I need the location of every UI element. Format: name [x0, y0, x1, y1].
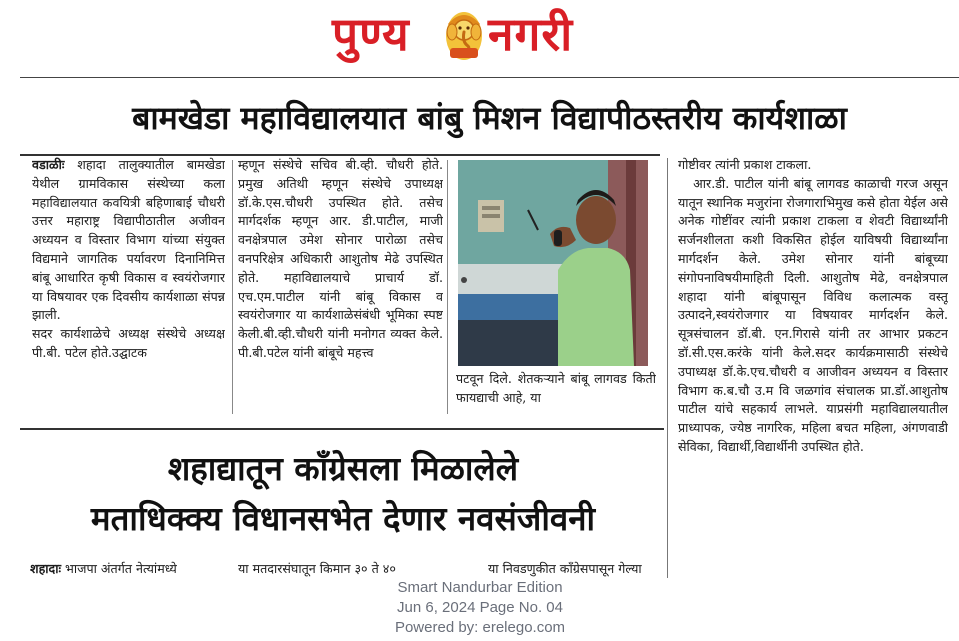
masthead-title-left: पुण्य — [332, 7, 410, 61]
masthead-title-right: नगरी — [488, 7, 574, 61]
article-continued-text — [456, 370, 656, 418]
teaser-text-3: या निवडणुकीत काँग्रेसपासून गेल्या — [488, 561, 642, 576]
article-right-text-2: आर.डी. पाटील यांनी बांबू लागवड काळाची गरज असून यातून स्थानिक मजुरांना रोजगाराभिमुख कसे होता येईल असे अनेक गोष्टींवर त्यांनी प्रकाश टाकला व शेवटी विद्यार्थ्यांनी सर्जनशीलता कशी विकसित होईल याविषयी विद्यार्थ्यांना मार्गदर्शन केले. उमेश सोनार यांनी बांबूच्या संगोपनाविषयीमाहिती दिली. आशुतोष मेढे, वनक्षेत्रपाल शहादा यांनी बांबूपासून विविध कलात्मक वस्तू उत्पादने,स्वयंरोजगार या विषयावर मार्गदर्शन केले. सूत्रसंचालन डॉ.बी. एन.गिरासे यांनी तर आभार प्रकटन डॉ.सी.एस.करंके यांनी केले.सदर कार्यक्रमासाठी संस्थेचे उपाध्यक्ष डॉ.के.एच.चौधरी व आजीवन अध्ययन व विस्तार विभाग क.ब.चौ उ.म वि जळगांव संचालक प्रा.डॉ.आशुतोष पाटील यांचे सहकार्य लाभले. याप्रसंगी महाविद्यालयातील प्राध्यापक, ज्येष्ठ नागरिक, महिला बचत महिला, अंगणवाडी सेविका, विद्यार्थी,विद्यार्थीनी उपस्थित होते. — [678, 175, 948, 454]
edition-date-page: Jun 6, 2024 Page No. 04 — [397, 599, 563, 616]
powered-by-link[interactable]: Powered by: erelego.com — [394, 619, 566, 636]
edition-name: Smart Nandurbar Edition — [397, 579, 563, 596]
article-column-1-text: शहादा तालुक्यातील बामखेडा येथील ग्रामविकास संस्थेच्या कला महाविद्यालयात कवयित्री बहिणाबाई चौधरी उत्तर महाराष्ट्र विद्यापीठातील अजीवन अध्ययन व विस्तार विभाग यांच्या संयुक्त विद्यमाने जागतिक पर्यावरण दिनानिमित्त बांबू आधारित कृषी विकास व स्वयंरोजगार या विषयावर एक दिवसीय कार्यशाळा संपन्न झाली. — [32, 157, 225, 323]
article-column-right — [678, 156, 948, 568]
teaser-column-1 — [30, 560, 177, 578]
article-headline: बामखेडा महाविद्यालयात बांबु मिशन विद्यापीठस्तरीय कार्यशाळा — [132, 99, 847, 137]
article-under-photo-text: पटवून दिले. शेतकऱ्याने बांबू लागवड किती फायद्याची आहे, या — [456, 371, 656, 405]
second-headline-line-2: मताधिक्क्य विधानसभेत देणार नवसंजीवनी — [90, 499, 596, 538]
column-divider — [447, 160, 448, 414]
teaser-dateline: शहादाः — [30, 561, 62, 576]
top-divider — [20, 77, 959, 78]
article-right-text-1: गोष्टीवर त्यांनी प्रकाश टाकला. — [678, 157, 812, 172]
teaser-text-2: या मतदारसंघातून किमान ३० ते ४० — [238, 561, 396, 576]
masthead — [0, 0, 959, 72]
second-article-headline — [28, 444, 658, 560]
article-photo — [458, 160, 648, 366]
column-divider — [232, 160, 233, 414]
second-article-teaser — [30, 560, 664, 580]
article-column-1-text-2: सदर कार्यशाळेचे अध्यक्ष संस्थेचे अध्यक्ष पी.बी. पटेल होते.उद्घाटक — [32, 326, 225, 360]
section-divider — [20, 428, 664, 430]
teaser-text-1: भाजपा अंतर्गत नेत्यांमध्ये — [65, 561, 177, 576]
column-divider — [667, 158, 668, 578]
second-headline-line-1: शहाद्यातून काँग्रेसला मिळालेले — [167, 449, 519, 488]
article-column-1 — [32, 156, 225, 418]
article-dateline: वडाळीः — [32, 157, 65, 172]
ganesha-logo-icon — [440, 6, 488, 62]
article-column-2 — [238, 156, 443, 418]
article-column-2-text: म्हणून संस्थेचे सचिव बी.व्ही. चौधरी होते. प्रमुख अतिथी म्हणून संस्थेचे उपाध्यक्ष डॉ.के.एस.चौधरी उपस्थित होते. तसेच मार्गदर्शक म्हणून आर. डी.पाटील, माजी वनक्षेत्रपाल उमेश सोनार पारोळा तसेच वनपरिक्षेत्र अधिकारी आशुतोष मेढे उपस्थित होते. महाविद्यालयाचे प्राचार्य डॉ. एच.एम.पाटील यांनी बांबू विकास व स्वयंरोजगार या कार्यशाळेसंबंधी भूमिका स्पष्ट केली.बी.व्ही.चौधरी यांनी मनोगत व्यक्त केले. पी.बी.पटेल यांनी बांबूचे महत्त्व — [238, 157, 443, 360]
edition-footer — [340, 578, 620, 638]
